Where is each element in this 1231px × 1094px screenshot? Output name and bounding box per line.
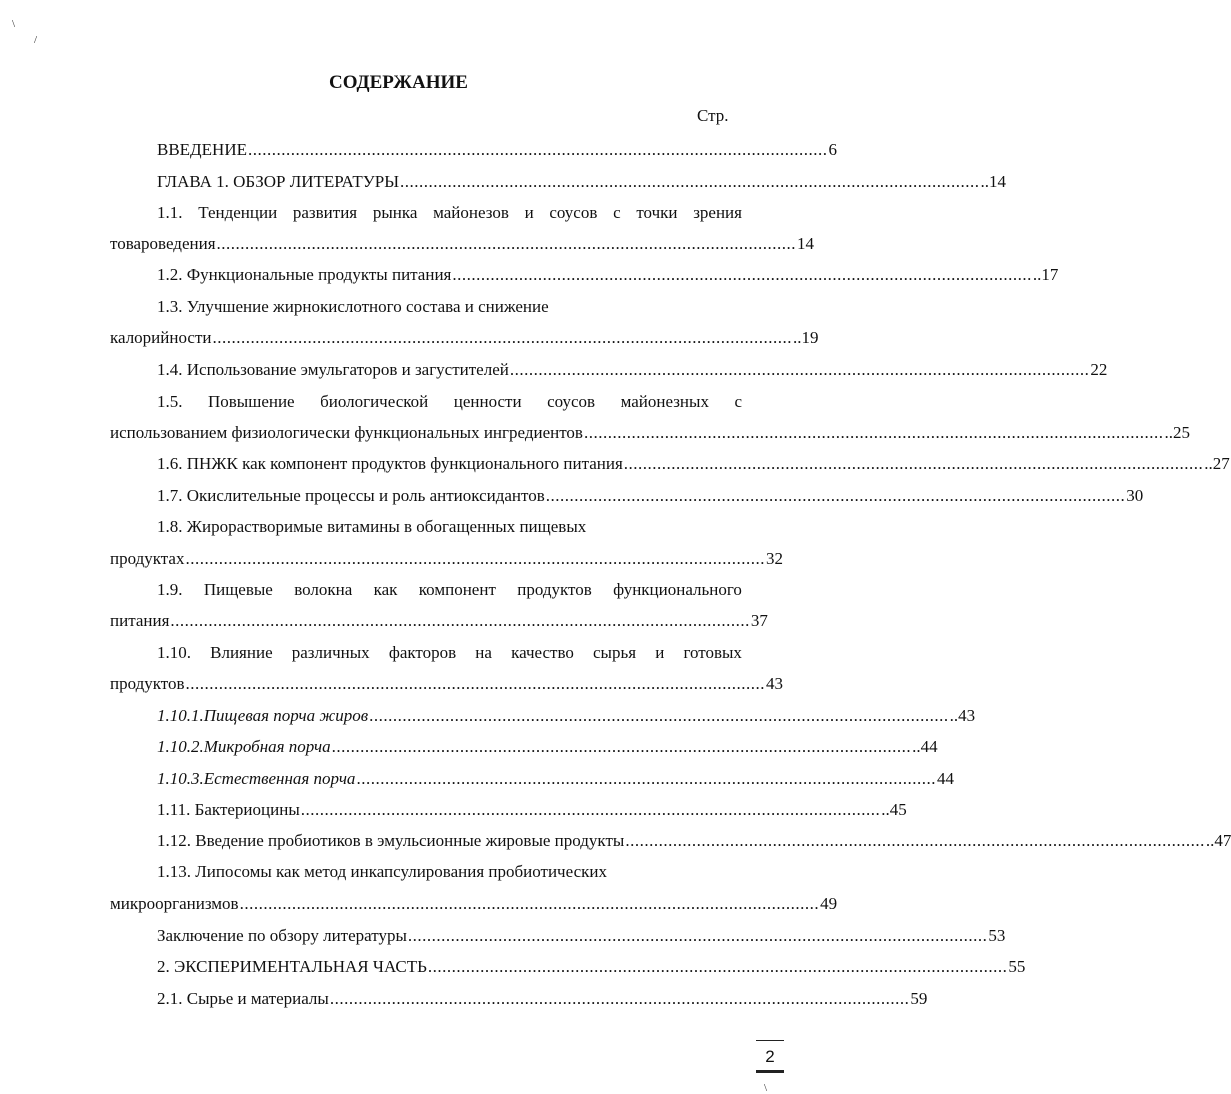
toc-entry-text: 1.8. Жирорастворимые витамины в обогащенных пищевых (157, 517, 587, 536)
toc-leader: .......................................................................................................................... (583, 423, 1164, 442)
toc-entry[interactable] (157, 578, 742, 602)
toc-entry-continuation[interactable] (110, 421, 1190, 445)
toc-leader: .......................................................................................................................... (331, 737, 912, 756)
toc-entry-text: калорийности (110, 328, 212, 347)
toc-entry-text: 2. ЭКСПЕРИМЕНТАЛЬНАЯ ЧАСТЬ (157, 957, 427, 976)
toc-entry-text: продуктах (110, 549, 185, 568)
toc-word: биологической (320, 392, 429, 411)
toc-entry-page: 44 (936, 769, 954, 788)
toc-entry-text: 1.10.2.Микробная порча (157, 737, 331, 756)
toc-word: волокна (294, 580, 353, 599)
toc-entry[interactable] (157, 295, 742, 319)
toc-entry-continuation[interactable] (110, 672, 784, 696)
toc-entry[interactable] (157, 390, 742, 414)
toc-entry-page: ..27 (1204, 454, 1230, 473)
toc-word: зрения (693, 203, 742, 222)
toc-entry[interactable] (157, 452, 1230, 476)
toc-word: Тенденции (198, 203, 278, 222)
page-number-underline (756, 1070, 784, 1073)
toc-entry-page: ..17 (1032, 265, 1059, 284)
toc-entry-continuation[interactable] (110, 892, 838, 916)
toc-entry-text: 1.2. Функциональные продукты питания (157, 265, 452, 284)
toc-entry-text: 1.3. Улучшение жирнокислотного состава и снижение (157, 297, 549, 316)
toc-leader: .......................................................................................................................... (356, 769, 936, 788)
toc-entry-text: 1.6. ПНЖК как компонент продуктов функционального питания (157, 454, 623, 473)
toc-leader: .......................................................................................................................... (427, 957, 1008, 976)
toc-entry[interactable] (157, 798, 907, 822)
toc-entry[interactable] (157, 704, 976, 728)
toc-word: майонезов (433, 203, 509, 222)
toc-entry-text: ГЛАВА 1. ОБЗОР ЛИТЕРАТУРЫ (157, 172, 400, 191)
page-title: СОДЕРЖАНИЕ (329, 72, 468, 93)
toc-leader: .......................................................................................................................... (170, 611, 750, 630)
toc-word: соусов (549, 203, 598, 222)
toc-entry-text: 1.7. Окислительные процессы и роль антиоксидантов (157, 486, 545, 505)
toc-entry-page: 6 (828, 140, 837, 159)
toc-word: готовых (683, 643, 742, 662)
toc-entry-text: 1.10.1.Пищевая порча жиров (157, 706, 369, 725)
toc-leader: .......................................................................................................................... (452, 265, 1032, 284)
toc-entry-text: 1.4. Использование эмульгаторов и загустителей (157, 360, 509, 379)
toc-entry-page: ..25 (1164, 423, 1190, 442)
toc-entry-page: 14 (797, 234, 815, 253)
toc-entry-continuation[interactable] (110, 326, 819, 350)
toc-entry-text: микроорганизмов (110, 894, 239, 913)
toc-word: точки (636, 203, 678, 222)
toc-leader: .......................................................................................................................... (212, 328, 792, 347)
toc-word: 1.1. (157, 203, 183, 222)
toc-entry-page: 59 (910, 989, 928, 1008)
toc-leader: .......................................................................................................................... (216, 234, 797, 253)
toc-entry[interactable] (157, 263, 1059, 287)
page-number: 2 (765, 1047, 775, 1066)
toc-word: Повышение (208, 392, 295, 411)
toc-entry-text: 1.12. Введение пробиотиков в эмульсионные жировые продукты (157, 831, 625, 850)
toc-entry-page: 43 (766, 674, 784, 693)
toc-entry[interactable] (157, 641, 742, 665)
toc-leader: .......................................................................................................................... (623, 454, 1204, 473)
toc-entry[interactable] (157, 358, 1108, 382)
toc-entry[interactable] (157, 924, 1006, 948)
toc-entry-text: 2.1. Сырье и материалы (157, 989, 329, 1008)
toc-entry-text: 1.11. Бактериоцины (157, 800, 300, 819)
toc-leader: .......................................................................................................................... (369, 706, 949, 725)
toc-entry-page: 22 (1090, 360, 1108, 379)
toc-entry[interactable] (157, 201, 742, 225)
toc-leader: .......................................................................................................................... (185, 549, 765, 568)
toc-entry[interactable] (157, 484, 1144, 508)
toc-word: функционального (613, 580, 742, 599)
toc-word: Пищевые (203, 580, 273, 599)
toc-entry-text: использованием физиологически функциональных ингредиентов (110, 423, 583, 442)
toc-entry-text: продуктов (110, 674, 185, 693)
toc-word: различных (291, 643, 370, 662)
toc-entry-continuation[interactable] (110, 547, 783, 571)
toc-word: 1.9. (157, 580, 183, 599)
toc-word: сырья (593, 643, 637, 662)
toc-word: ценности (453, 392, 522, 411)
toc-entry-page: ..44 (912, 737, 938, 756)
toc-entry-page: ..47 (1205, 831, 1231, 850)
toc-word: рынка (372, 203, 418, 222)
toc-entry-text: питания (110, 611, 170, 630)
toc-entry-text: ВВЕДЕНИЕ (157, 140, 247, 159)
toc-entry[interactable] (157, 138, 837, 162)
toc-word: продуктов (517, 580, 592, 599)
scan-mark: \ (12, 18, 16, 30)
toc-entry[interactable] (157, 767, 954, 791)
toc-word: с (734, 392, 742, 411)
toc-entry[interactable] (157, 515, 742, 539)
toc-entry-page: ..43 (949, 706, 976, 725)
toc-word: факторов (388, 643, 457, 662)
toc-word: на (475, 643, 492, 662)
toc-word: развития (292, 203, 358, 222)
scan-mark: \ (764, 1082, 768, 1094)
toc-entry[interactable] (157, 987, 928, 1011)
toc-entry-continuation[interactable] (110, 232, 815, 256)
toc-word: 1.5. (157, 392, 183, 411)
toc-word: майонезных (620, 392, 709, 411)
toc-entry[interactable] (157, 829, 1231, 853)
toc-entry-page: ..14 (980, 172, 1007, 191)
page-number-box (756, 1040, 784, 1079)
toc-word: как (373, 580, 398, 599)
toc-entry-continuation[interactable] (110, 609, 768, 633)
toc-word: соусов (547, 392, 596, 411)
toc-leader: .......................................................................................................................... (625, 831, 1205, 850)
toc-entry-text: Заключение по обзору литературы (157, 926, 407, 945)
toc-entry-page: ..45 (881, 800, 907, 819)
toc-leader: .......................................................................................................................... (247, 140, 828, 159)
toc-entry-text: 1.10.3.Естественная порча (157, 769, 356, 788)
toc-entry-page: 53 (988, 926, 1006, 945)
toc-word: компонент (418, 580, 496, 599)
toc-word: с (613, 203, 621, 222)
toc-entry-text: товароведения (110, 234, 216, 253)
toc-leader: .......................................................................................................................... (300, 800, 881, 819)
toc-entry-page: 49 (820, 894, 838, 913)
toc-entry-page: 37 (750, 611, 768, 630)
toc-entry[interactable] (157, 860, 742, 884)
toc-word: и (524, 203, 534, 222)
toc-entry[interactable] (157, 735, 938, 759)
toc-entry[interactable] (157, 955, 1026, 979)
toc-entry-page: ..19 (792, 328, 819, 347)
toc-leader: .......................................................................................................................... (400, 172, 980, 191)
toc-leader: .......................................................................................................................... (407, 926, 988, 945)
toc-word: качество (511, 643, 574, 662)
toc-leader: .......................................................................................................................... (545, 486, 1126, 505)
page-column-label: Стр. (697, 106, 729, 125)
toc-entry-page: 32 (765, 549, 783, 568)
toc-leader: .......................................................................................................................... (239, 894, 820, 913)
toc-entry-page: 55 (1008, 957, 1026, 976)
toc-leader: .......................................................................................................................... (509, 360, 1090, 379)
toc-entry[interactable] (157, 170, 1007, 194)
scan-mark: / (34, 34, 38, 46)
toc-word: Влияние (210, 643, 273, 662)
toc-entry-page: 30 (1126, 486, 1144, 505)
toc-leader: .......................................................................................................................... (329, 989, 910, 1008)
toc-word: и (655, 643, 665, 662)
toc-word: 1.10. (157, 643, 191, 662)
toc-leader: .......................................................................................................................... (185, 674, 766, 693)
toc-entry-text: 1.13. Липосомы как метод инкапсулирования пробиотических (157, 862, 607, 881)
